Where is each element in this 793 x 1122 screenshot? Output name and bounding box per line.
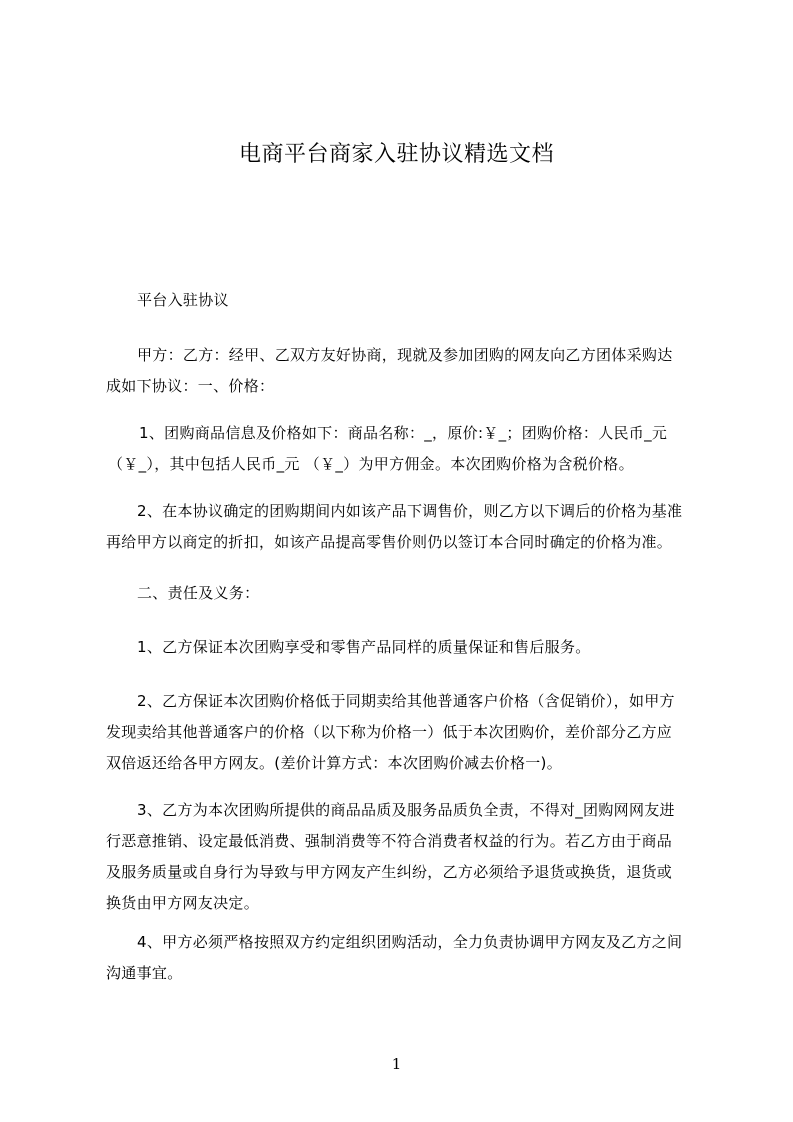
- text-line: 甲方：乙方：经甲、乙双方友好协商，现就及参加团购的网友向乙方团体采购达: [137, 346, 673, 364]
- paragraph-price-item-2: [106, 496, 682, 558]
- text-line: 行恶意推销、设定最低消费、强制消费等不符合消费者权益的行为。若乙方由于商品: [106, 832, 673, 850]
- text-line: 发现卖给其他普通客户的价格（以下称为价格一）低于本次团购价，差价部分乙方应: [106, 723, 673, 741]
- text-line: 成如下协议：一、价格：: [106, 377, 275, 395]
- text-line: 换货由甲方网友决定。: [106, 894, 260, 912]
- paragraph-duty-item-2: [106, 686, 675, 779]
- text-line: （￥_），其中包括人民币_元 （￥_）为甲方佣金。本次团购价格为含税价格。: [108, 455, 634, 473]
- text-line: 沟通事宜。: [106, 964, 183, 982]
- text-line: 1、乙方保证本次团购享受和零售产品同样的质量保证和售后服务。: [137, 638, 591, 656]
- paragraph-duty-item-1: [137, 632, 591, 663]
- page-title: 电商平台商家入驻协议精选文档: [238, 142, 554, 167]
- text-line: 3、乙方为本次团购所提供的商品品质及服务品质负全责，不得对_团购网网友进: [137, 801, 675, 819]
- text-line: 二、责任及义务：: [137, 584, 260, 602]
- text-line: 2、乙方保证本次团购价格低于同期卖给其他普通客户价格（含促销价），如甲方: [137, 692, 675, 710]
- page-number: 1: [391, 1055, 402, 1073]
- paragraph-price-item-1: [108, 418, 667, 480]
- section-heading-responsibilities: [137, 578, 259, 609]
- text-line: 2、在本协议确定的团购期间内如该产品下调售价，则乙方以下调后的价格为基准: [137, 502, 683, 520]
- paragraph-agreement-heading: [137, 285, 229, 316]
- paragraph-duty-item-4: [106, 927, 682, 989]
- text-line: 再给甲方以商定的折扣，如该产品提高零售价则仍以签订本合同时确定的价格为准。: [106, 533, 673, 551]
- paragraph-duty-item-3: [106, 795, 675, 919]
- paragraph-parties: [106, 340, 673, 402]
- text-line: 及服务质量或自身行为导致与甲方网友产生纠纷，乙方必须给予退货或换货，退货或: [106, 863, 673, 881]
- text-line: 双倍返还给各甲方网友。(差价计算方式：本次团购价减去价格一)。: [106, 754, 563, 772]
- text-line: 平台入驻协议: [137, 291, 229, 309]
- text-line: 1、团购商品信息及价格如下：商品名称：_，原价:￥_；团购价格：人民币_元: [139, 424, 668, 442]
- text-line: 4、甲方必须严格按照双方约定组织团购活动，全力负责协调甲方网友及乙方之间: [137, 933, 683, 951]
